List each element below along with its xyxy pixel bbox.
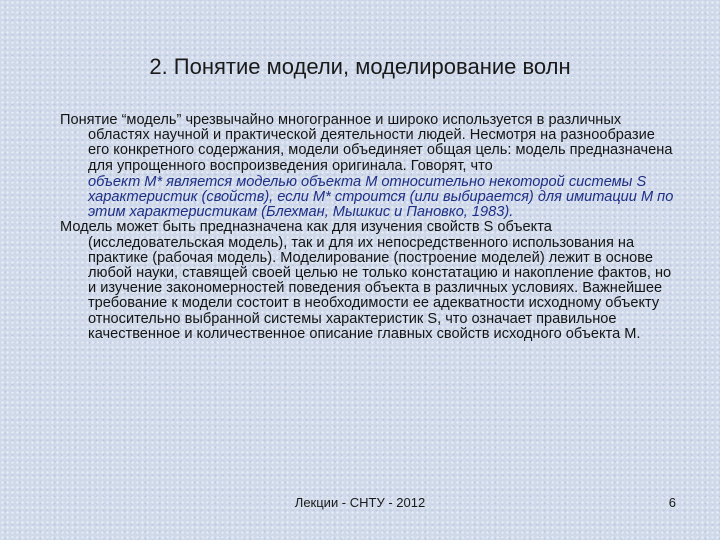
page-number: 6 bbox=[668, 495, 676, 510]
footer-text: Лекции - СНТУ - 2012 bbox=[294, 495, 426, 510]
definition-quote: объект M* является моделью объекта M относительно некоторой системы S характеристик (свойств), если M* строится (или выбирается) для имитации M по этим характеристикам (Блехман, Мышкис и Пановко, 1983). bbox=[88, 173, 674, 221]
slide-body bbox=[60, 113, 680, 342]
paragraph-model-purpose: Модель может быть предназначена как для изучения свойств S объекта (исследовательская модель), так и для их непосредственного использования на практике (рабочая модель). Моделирование (построение моделей) лежит в основе любой науки, ставящей своей целью не только констатацию и накопление фактов, но и изучение закономерностей поведения объекта в различных условиях. Важнейшее требование к модели состоит в необходимости ее адекватности исходному объекту относительно выбранной системы характеристик S, что означает правильное качественное и количественное описание главных свойств исходного объекта M. bbox=[60, 219, 672, 342]
slide-title: 2. Понятие модели, моделирование волн bbox=[149, 54, 571, 79]
paragraph-model-concept: Понятие “модель” чрезвычайно многогранное и широко используется в различных областях научной и практической деятельности людей. Несмотря на разнообразие его конкретного содержания, модели объединяет общая цель: модель предназначена для упрощенного воспроизведения оригинала. Говорят, что bbox=[60, 112, 673, 174]
